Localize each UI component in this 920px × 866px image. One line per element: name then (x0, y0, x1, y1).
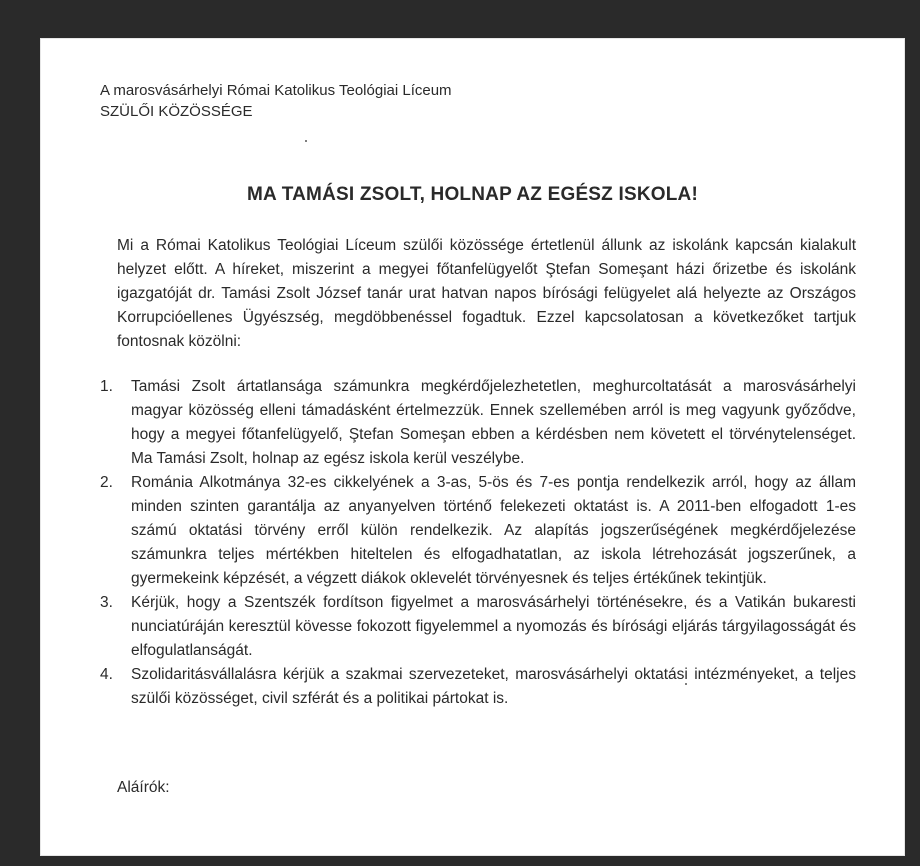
list-item-text: Tamási Zsolt ártatlansága számunkra megkérdőjelezhetetlen, meghurcoltatását a marosvásárhelyi magyar közösség elleni támadásként értelmezzük. Ennek szellemében arról is meg vagyunk győződve, hogy a megyei főtanfelügyelő, Ştefan Someşan ebben a kérdésben nem követett el törvénytelenséget. Ma Tamási Zsolt, holnap az egész iskola kerül veszélybe. (131, 378, 856, 467)
list-item-number: 1. (100, 378, 113, 395)
list-item-text: Románia Alkotmánya 32-es cikkelyének a 3-as, 5-ös és 7-es pontja rendelkezik arról, hogy az állam minden szinten garantálja az anyanyelven történő felekezeti oktatást is. A 2011-ben elfogadott 1-es számú oktatási törvény erről külön rendelkezik. Az alapítás jogszerűségének megkérdőjelezése számunkra teljes mértékben hiteltelen és elfogadhatatlan, az iskola létrehozását jogszerűnek, a gyermekeink képzését, a végzett diákok oklevelét törvényesnek és teljes értékűnek tekintjük. (131, 474, 856, 587)
list-item (100, 471, 856, 591)
document-page (40, 38, 905, 856)
document-title: MA TAMÁSI ZSOLT, HOLNAP AZ EGÉSZ ISKOLA! (247, 184, 698, 205)
list-item (100, 663, 856, 711)
organization-name: A marosvásárhelyi Római Katolikus Teológiai Líceum (100, 82, 452, 99)
organization-header (100, 80, 452, 122)
signers-label: Aláírók: (117, 779, 170, 796)
intro-paragraph: Mi a Római Katolikus Teológiai Líceum szülői közössége értetlenül állunk az iskolánk kapcsán kialakult helyzet előtt. A híreket, miszerint a megyei főtanfelügyelőt Ştefan Someşant házi őrizetbe és iskolánk igazgatóját dr. Tamási Zsolt József tanár urat hatvan napos bírósági felügyelet alá helyezte az Országos Korrupcióellenes Ügyészség, megdöbbenéssel fogadtuk. Ezzel kapcsolatosan a következőket tartjuk fontosnak közölni: (117, 237, 856, 350)
scan-speck (685, 683, 687, 685)
document-content (40, 38, 905, 856)
list-item-number: 3. (100, 594, 113, 611)
list-item-number: 2. (100, 474, 113, 491)
statement-list (100, 375, 856, 711)
list-item-number: 4. (100, 666, 113, 683)
list-item (100, 591, 856, 663)
list-item-text: Szolidaritásvállalásra kérjük a szakmai szervezeteket, marosvásárhelyi oktatási intézményeket, a teljes szülői közösséget, civil szférát és a politikai pártokat is. (131, 666, 856, 707)
list-item (100, 375, 856, 471)
list-item-text: Kérjük, hogy a Szentszék fordítson figyelmet a marosvásárhelyi történésekre, és a Vatikán bukaresti nunciatúráján keresztül kövesse fokozott figyelemmel a nyomozás és bírósági eljárás tárgyilagosságát és elfogulatlanságát. (131, 594, 856, 659)
organization-subtitle: SZÜLŐI KÖZÖSSÉGE (100, 103, 253, 120)
scan-speck (305, 140, 307, 142)
